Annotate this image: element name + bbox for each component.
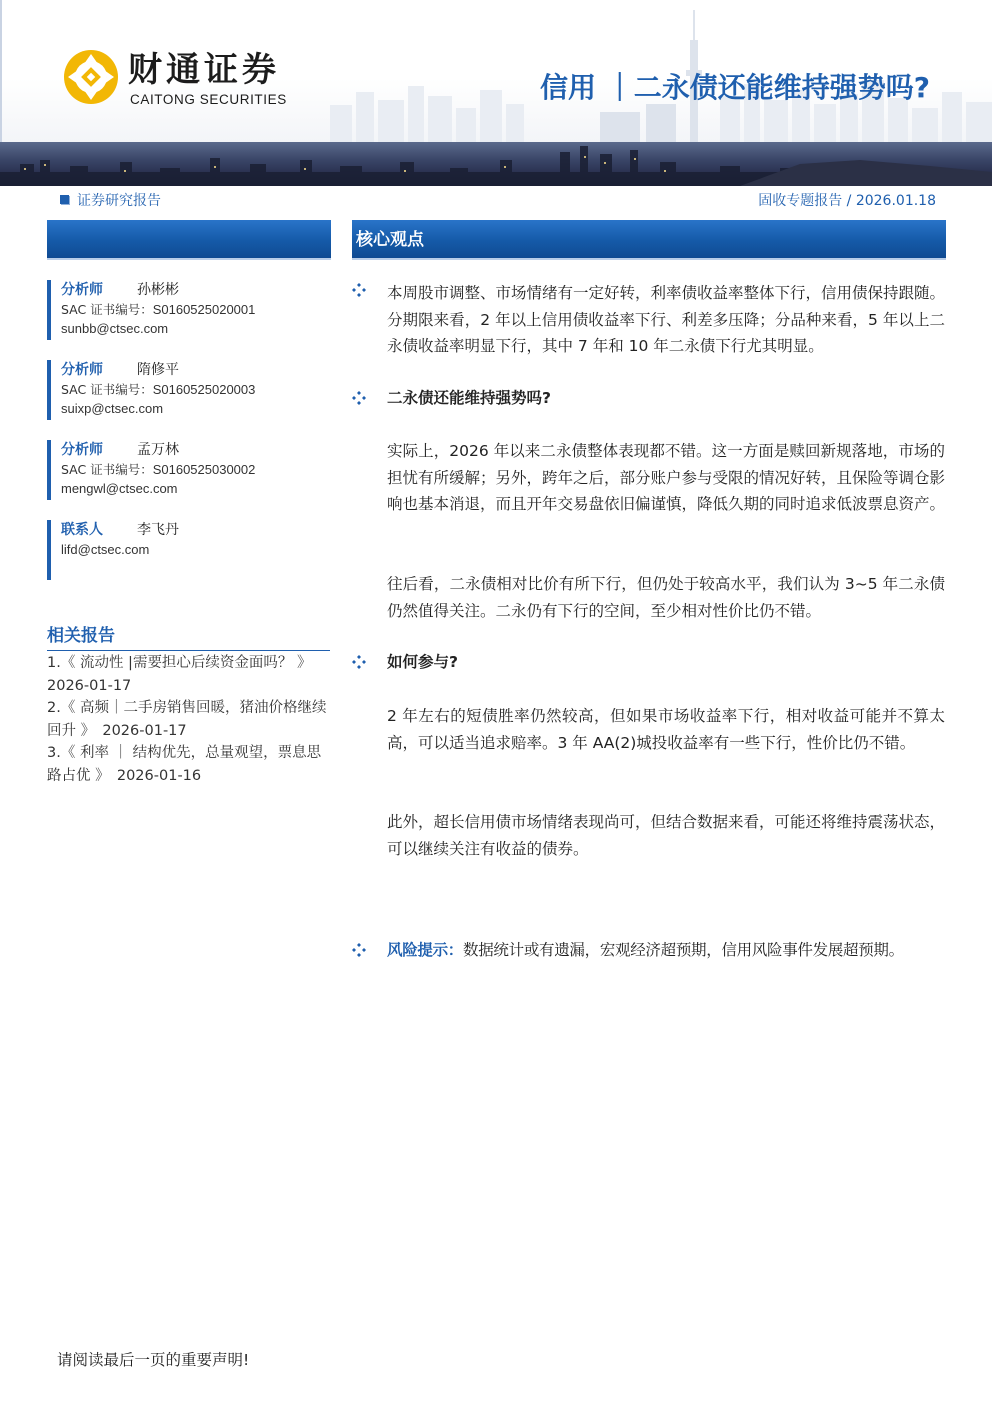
core-view-paragraph-3: 往后看，二永债相对比价有所下行，但仍处于较高水平，我们认为 3~5 年二永债仍然值得关注。二永仍有下行的空间，至少相对性价比仍不错。 [387,575,945,620]
core-view-paragraph-4: 2 年左右的短债胜率仍然较高，但如果市场收益率下行，相对收益可能并不算太高，可以适当追求赔率。3 年 AA(2)城投收益率有一些下行，性价比仍不错。 [387,707,945,752]
core-view-header-bar [352,220,946,258]
related-reports-rule [47,650,330,651]
doc-meta: 固收专题报告 / 2026.01.18 [758,193,936,209]
analyst-name: 隋修平 [137,362,179,378]
analyst-card [47,360,331,420]
diamond-bullet-icon [352,943,372,963]
contact-role: 联系人 [61,522,103,538]
report-title: 信用 ｜二永债还能维持强势吗? [540,71,930,104]
core-view-bar-underline [352,258,946,260]
analyst-cert-label: SAC 证书编号： [61,302,153,317]
risk-warning-text: 数据统计或有遗漏，宏观经济超预期，信用风险事件发展超预期。 [463,941,904,959]
analyst-cert-label: SAC 证书编号： [61,382,153,397]
sidebar-header-bar [47,220,331,258]
analyst-email: mengwl@ctsec.com [61,481,178,496]
contact-email: lifd@ctsec.com [61,542,150,557]
analyst-cert: S0160525020001 [152,302,256,317]
core-view-paragraph-2: 实际上，2026 年以来二永债整体表现都不错。这一方面是赎回新规落地，市场的担忧有所缓解；另外，跨年之后，部分账户参与受限的情况好转，且保险等调仓影响也基本消退，而且开年交易盘依旧偏谨慎，降低久期的同时追求低波票息资产。 [387,442,946,513]
related-reports-list [47,652,331,787]
analyst-name: 孙彬彬 [137,282,179,298]
core-view-label: 核心观点 [356,230,424,250]
square-bullet-icon [60,195,69,204]
related-reports-title: 相关报告 [47,626,115,646]
analyst-cert: S0160525030002 [152,462,256,477]
related-report-link[interactable]: 2.《 高频｜二手房销售回暖，猪油价格继续回升 》 2026-01-17 [47,700,327,739]
contact-card [47,520,331,580]
caitong-logo [62,46,302,110]
core-view-paragraph-1: 本周股市调整、市场情绪有一定好转，利率债收益率整体下行，信用债保持跟随。分期限来看，2 年以上信用债收益率下行、利差多压降；分品种来看，5 年以上二永债收益率明显下行，其中 7 年和 10 年二永债下行尤其明显。 [387,284,946,355]
related-report-link[interactable]: 1.《 流动性 |需要担心后续资金面吗？ 》 2026-01-17 [47,655,312,694]
sidebar-bar-underline [47,258,331,260]
footer-disclaimer-note: 请阅读最后一页的重要声明! [57,1351,250,1369]
report-header [0,0,992,186]
core-view-paragraph-5: 此外，超长信用债市场情绪表现尚可，但结合数据来看，可能还将维持震荡状态，可以继续关注有收益的债券。 [387,813,946,858]
analyst-role: 分析师 [61,362,103,378]
related-report-link[interactable]: 3.《 利率 ｜ 结构优先，总量观望，票息思路占优 》 2026-01-16 [47,745,322,784]
analyst-cert: S0160525020003 [152,382,256,397]
contact-name: 李飞丹 [137,522,179,538]
analyst-role: 分析师 [61,442,103,458]
analyst-card [47,440,331,500]
analyst-name: 孟万林 [137,442,179,458]
analyst-email: sunbb@ctsec.com [61,321,169,336]
analyst-role: 分析师 [61,282,103,298]
diamond-bullet-icon [352,283,372,303]
diamond-bullet-icon [352,655,372,675]
caitong-emblem-icon [62,48,120,106]
doc-type-text: 证券研究报告 [77,193,161,209]
brand-name-cn: 财通证券 [128,50,280,90]
doc-type-label [60,192,161,210]
city-night-banner [0,142,992,186]
risk-warning [387,937,957,964]
risk-warning-label: 风险提示： [387,941,464,959]
section-heading-participate: 如何参与? [387,653,458,671]
diamond-bullet-icon [352,391,372,411]
section-heading-strength: 二永债还能维持强势吗? [387,389,551,407]
analyst-cert-label: SAC 证书编号： [61,462,153,477]
brand-name-en: CAITONG SECURITIES [130,92,287,107]
analyst-card [47,280,331,340]
analyst-email: suixp@ctsec.com [61,401,164,416]
